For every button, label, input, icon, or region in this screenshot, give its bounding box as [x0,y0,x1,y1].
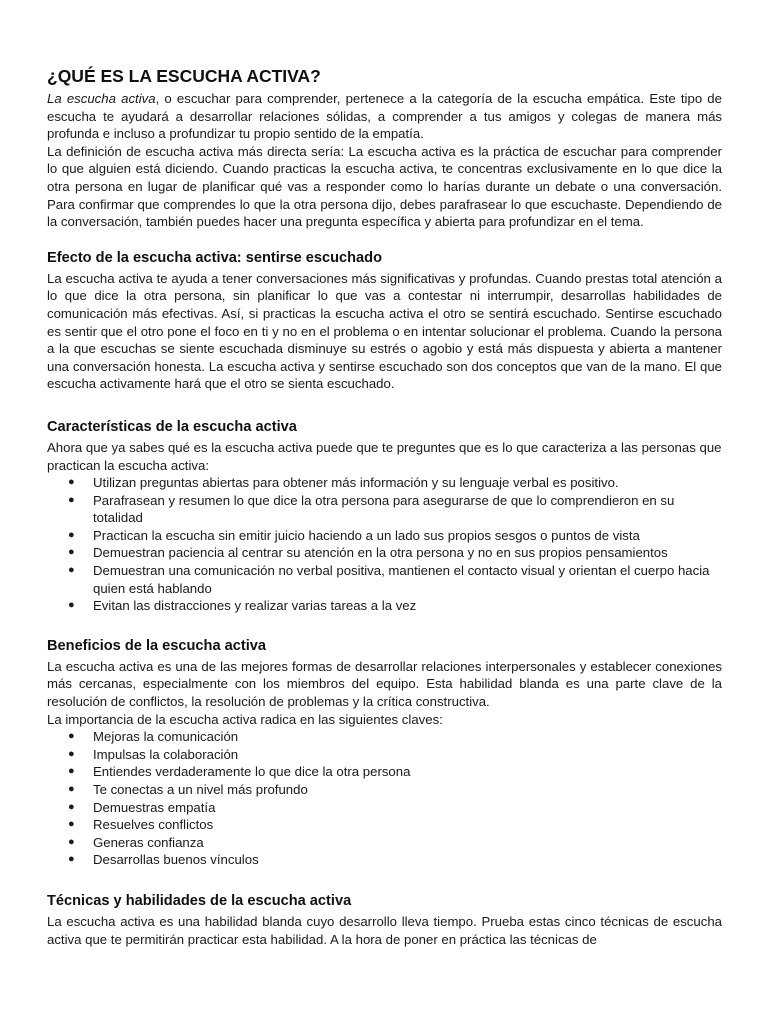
bullet-icon: ● [68,599,75,612]
list-item: ● Demuestras empatía [68,799,216,815]
section-heading: Características de la escucha activa [47,418,297,435]
list-item: ● Demuestran paciencia al centrar su atención en la otra persona y no en sus propios pensamientos [68,545,668,561]
section-heading: Técnicas y habilidades de la escucha activa [47,892,352,909]
section-intro: La importancia de la escucha activa radica en las siguientes claves: [47,711,443,727]
list-item: ● Evitan las distracciones y realizar varias tareas a la vez [68,598,417,614]
bullet-icon: ● [68,730,75,743]
list-item: ● Te conectas a un nivel más profundo [68,782,308,797]
intro-paragraph-2: La definición de escucha activa más directa sería: La escucha activa es la práctica de escuchar para comprender lo que alguien está diciendo. Cuando practicas la escucha activa, te concentras exclusivamente en lo que dice la otra persona en lugar de planificar qué vas a responder como lo harías durante un debate o una conversación. Para confirmar que comprendes lo que la otra persona dijo, debes parafrasear lo que escuchaste. Dependiendo de la conversación, también puedes hacer una pregunta específica y abierta para profundizar en el tema. [47,143,722,230]
intro-paragraph-1-text: , o escuchar para comprender, pertenece a la categoría de la escucha empática. Este tipo de escucha te ayudará a desarrollar relaciones sólidas, a comprender a tus amigos y colegas de manera más profunda e incluso a profundizar tu propio sentido de la empatía. [47,91,722,142]
bullet-icon: ● [68,747,75,760]
bullet-icon: ● [68,835,75,848]
list-item: ● Demuestran una comunicación no verbal positiva, mantienen el contacto visual y orientan el cuerpo hacia quien está hablando [68,563,710,596]
section-tecnicas [47,891,722,948]
list-item: ● Utilizan preguntas abiertas para obtener más información y su lenguaje verbal es positivo. [68,475,619,491]
bullet-icon: ● [68,476,75,489]
section-paragraph: La escucha activa es una habilidad blanda cuyo desarrollo lleva tiempo. Prueba estas cinco técnicas de escucha activa que te permitirán practicar esta habilidad. A la hora de poner en práctica las técnicas de [47,913,722,947]
italic-term: La escucha activa [47,91,156,106]
section-paragraph: La escucha activa te ayuda a tener conversaciones más significativas y profundas. Cuando prestas total atención a lo que dice la otra persona, sin planificar lo que vas a contestar ni interrumpir, desarrollas habilidades de comunicación más efectivas. Así, si practicas la escucha activa el otro se sentirá escuchado. Sentirse escuchado es sentir que el otro pone el foco en ti y no en el problema o en intentar solucionar el problema. Cuando la persona a la que escuchas se siente escuchada disminuye su estrés o agobio y está más dispuesta y abierta a mantener una conversación honesta. La escucha activa y sentirse escuchado son dos conceptos que van de la mano. El que escucha activamente hará que el otro se sienta escuchado. [47,270,722,392]
bullet-icon: ● [68,783,75,795]
list-item: ● Mejoras la comunicación [68,729,239,745]
section-heading: Efecto de la escucha activa: sentirse escuchado [47,249,382,266]
bullet-icon: ● [68,546,75,559]
list-item: ● Practican la escucha sin emitir juicio haciendo a un lado sus propios sesgos o puntos de vista [68,527,640,543]
list-item: ● Generas confianza [68,834,204,850]
section-intro: Ahora que ya sabes qué es la escucha activa puede que te preguntes que es lo que caracteriza a las personas que practican la escucha activa: [47,439,722,473]
bullet-icon: ● [68,493,75,506]
section-beneficios [47,636,722,869]
bullet-icon: ● [68,528,75,541]
list-item: ● Parafrasean y resumen lo que dice la otra persona para asegurarse de que lo comprendieron en su totalidad [68,492,675,526]
section-heading: Beneficios de la escucha activa [47,637,267,654]
list-item: ● Desarrollas buenos vínculos [68,852,259,868]
intro-paragraph-1 [47,90,722,143]
bullet-icon: ● [68,853,75,866]
bullet-icon: ● [68,818,75,831]
list-item: ● Resuelves conflictos [68,817,214,833]
list-item: ● Impulsas la colaboración [68,746,239,762]
list-item: ● Entiendes verdaderamente lo que dice la otra persona [68,764,411,780]
section-paragraph: La escucha activa es una de las mejores formas de desarrollar relaciones interpersonales y establecer conexiones más cercanas, especialmente con los miembros del equipo. Esta habilidad blanda es una parte clave de la resolución de conflictos, la resolución de problemas y la crítica constructiva. [47,658,722,710]
bullet-icon: ● [68,564,75,577]
bullet-list [47,474,722,615]
bullet-list [47,728,722,869]
bullet-icon: ● [68,800,75,813]
section-efecto [47,248,722,393]
bullet-icon: ● [68,765,75,778]
section-caracteristicas [47,417,722,615]
document-page [47,64,722,948]
page-title: ¿QUÉ ES LA ESCUCHA ACTIVA? [47,66,321,86]
